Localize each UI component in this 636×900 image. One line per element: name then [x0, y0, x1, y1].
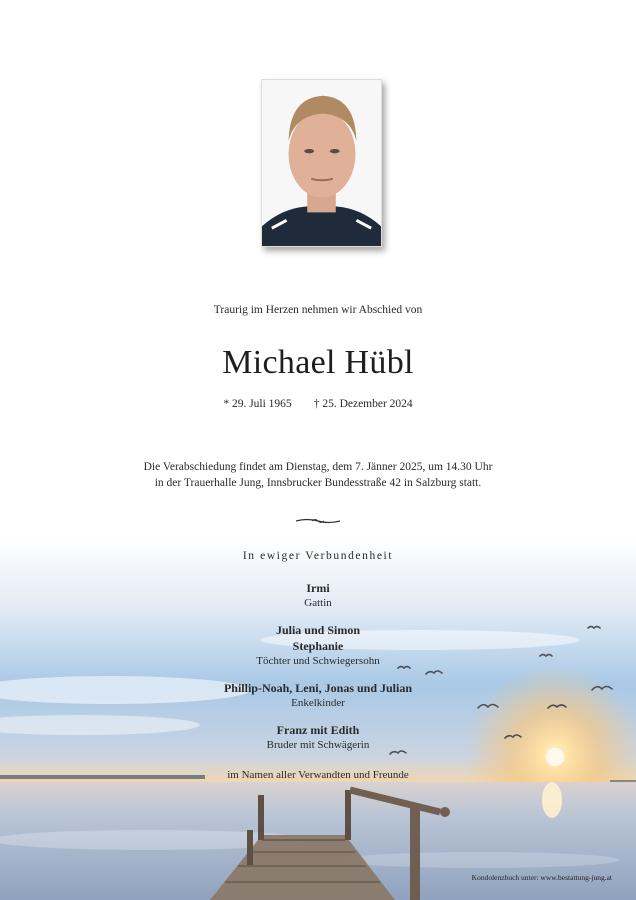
mourner-relation-4: Bruder mit Schwägerin	[266, 739, 370, 751]
death-date: † 25. Dezember 2024	[313, 398, 413, 410]
mourner-name-1: Irmi	[306, 581, 330, 595]
ceremony-line-2: in der Trauerhalle Jung, Innsbrucker Bundesstraße 42 in Salzburg statt.	[154, 477, 482, 489]
mourner-relation-3: Enkelkinder	[291, 697, 345, 709]
intro-text: Traurig im Herzen nehmen wir Abschied von	[213, 304, 423, 316]
eternal-heading: In ewiger Verbundenheit	[242, 550, 394, 562]
deceased-name: Michael Hübl	[222, 344, 414, 381]
mourner-name-2: Julia und Simon	[275, 623, 361, 637]
ceremony-info	[0, 459, 636, 491]
condolence-link[interactable]: Kondolenzbuch unter: www.bestattung-jung.at	[471, 873, 612, 882]
life-dates	[0, 398, 636, 410]
portrait-image	[262, 80, 381, 246]
portrait-photo	[261, 79, 382, 247]
closing-line: im Namen aller Verwandten und Freunde	[227, 769, 409, 781]
mourner-name-4: Franz mit Edith	[276, 723, 360, 737]
mourner-name-3: Phillip-Noah, Leni, Jonas und Julian	[223, 681, 413, 695]
mourner-relation-1: Gattin	[304, 597, 332, 609]
mourner-name-2b: Stephanie	[292, 639, 344, 653]
ceremony-line-1: Die Verabschiedung findet am Dienstag, dem 7. Jänner 2025, um 14.30 Uhr	[143, 461, 493, 473]
mourner-relation-2: Töchter und Schwiegersohn	[256, 655, 380, 667]
birth-date: * 29. Juli 1965	[223, 398, 292, 410]
ornament-divider	[296, 517, 340, 525]
